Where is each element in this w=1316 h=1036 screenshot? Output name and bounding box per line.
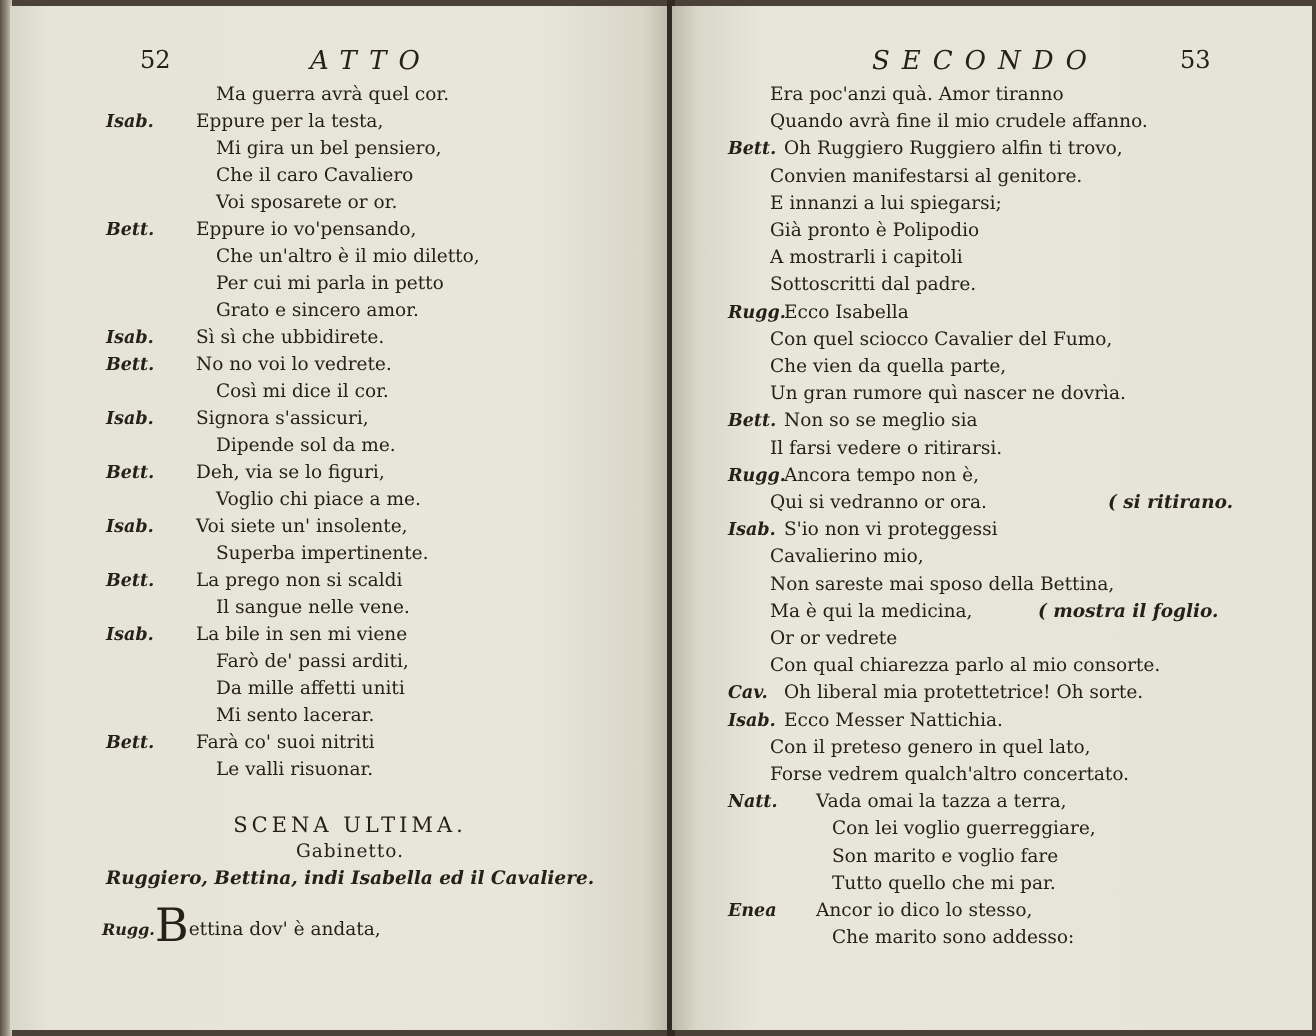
verse-text: Ecco Messer Nattichia.: [784, 709, 1003, 731]
verse-text: Con lei voglio guerreggiare,: [832, 818, 1096, 840]
drop-cap: B: [154, 898, 189, 952]
verse-text: Voglio chi piace a me.: [216, 489, 421, 510]
verse-text: Ancora tempo non è,: [784, 464, 979, 486]
verse-text: Già pronto è Polipodio: [770, 220, 980, 241]
verse-text: Che vien da quella parte,: [770, 356, 1007, 377]
verse-text: Voi sposarete or or.: [216, 192, 398, 213]
verse-text: Non sareste mai sposo della Bettina,: [770, 573, 1115, 595]
verse-text: Ma è qui la medicina,: [770, 600, 973, 622]
stage-direction: ( si ritirano.: [1108, 492, 1234, 513]
verse-text: Quando avrà fine il mio crudele affanno.: [770, 111, 1148, 133]
right-running-header: SECONDO: [872, 46, 1099, 76]
left-page: [10, 6, 670, 1030]
speaker-name: Isab.: [106, 112, 154, 132]
stage-direction: ( mostra il foglio.: [1038, 600, 1219, 622]
verse-text: Superba impertinente.: [216, 543, 429, 564]
verse-text: Convien manifestarsi al genitore.: [770, 165, 1083, 187]
speaker-name: Isab.: [106, 517, 154, 537]
left-page-number: 52: [140, 46, 171, 74]
verse-text: Forse vedrem qualch'altro concertato.: [770, 764, 1130, 785]
verse-text: Le valli risuonar.: [216, 759, 374, 780]
verse-text: Grato e sincero amor.: [216, 300, 419, 321]
verse-text: Son marito e voglio fare: [832, 845, 1059, 867]
verse-text: Non so se meglio sia: [784, 410, 978, 432]
verse-text: Da mille affetti uniti: [216, 678, 405, 699]
left-running-header: ATTO: [310, 46, 432, 76]
verse-text: Signora s'assicuri,: [196, 408, 369, 429]
speaker-name: Enea: [728, 901, 777, 921]
speaker-name: Bett.: [728, 139, 777, 160]
speaker-name: Natt.: [728, 792, 778, 813]
verse-text: Che il caro Cavaliero: [216, 165, 414, 186]
scene-characters: Ruggiero, Bettina, indi Isabella ed il Cavaliere.: [105, 868, 595, 889]
verse-text: Con qual chiarezza parlo al mio consorte.: [770, 655, 1161, 677]
verse-text: Sottoscritti dal padre.: [770, 274, 977, 296]
verse-text: Con quel sciocco Cavalier del Fumo,: [770, 328, 1113, 350]
opening-speaker: Rugg.: [102, 920, 155, 939]
speaker-name: Bett.: [106, 733, 155, 753]
verse-text: Ecco Isabella: [784, 301, 909, 323]
speaker-name: Bett.: [106, 355, 155, 375]
verse-text: Il farsi vedere o ritirarsi.: [770, 437, 1003, 459]
right-page-number: 53: [1180, 46, 1211, 74]
verse-text: La bile in sen mi viene: [196, 624, 408, 645]
right-page: [672, 6, 1312, 1030]
speaker-name: Isab.: [106, 625, 154, 645]
speaker-name: Rugg.: [728, 302, 786, 323]
opening-text: ettina dov' è andata,: [188, 919, 381, 940]
speaker-name: Isab.: [106, 328, 154, 348]
verse-text: Oh liberal mia protettetrice! Oh sorte.: [784, 682, 1144, 704]
verse-text: Così mi dice il cor.: [216, 381, 389, 402]
verse-text: Eppure per la testa,: [196, 111, 384, 132]
verse-text: Qui si vedranno or ora.: [770, 492, 987, 513]
verse-text: Ma guerra avrà quel cor.: [216, 84, 450, 105]
verse-text: Un gran rumore quì nascer ne dovrìa.: [770, 383, 1126, 405]
verse-text: Tutto quello che mi par.: [832, 872, 1056, 894]
verse-text: Il sangue nelle vene.: [216, 597, 410, 618]
speaker-name: Bett.: [106, 571, 155, 591]
verse-text: Oh Ruggiero Ruggiero alfin ti trovo,: [784, 138, 1123, 160]
verse-text: Deh, via se lo figuri,: [196, 462, 385, 483]
scene-place: Gabinetto.: [296, 841, 404, 862]
verse-text: Per cui mi parla in petto: [216, 273, 444, 294]
speaker-name: Rugg.: [728, 465, 786, 486]
verse-text: Dipende sol da me.: [216, 435, 396, 456]
verse-text: A mostrarli i capitoli: [770, 247, 963, 269]
verse-text: Mi gira un bel pensiero,: [216, 138, 442, 159]
scene-title: SCENA ULTIMA.: [233, 813, 467, 837]
verse-text: Con il preteso genero in quel lato,: [770, 736, 1091, 758]
verse-text: Che marito sono addesso:: [832, 927, 1075, 949]
verse-text: La prego non si scaldi: [196, 570, 403, 591]
speaker-name: Bett.: [106, 463, 155, 483]
verse-text: S'io non vi proteggessi: [784, 519, 998, 541]
scene-opening-line: [102, 898, 381, 952]
verse-text: Mi sento lacerar.: [216, 705, 375, 726]
verse-text: Che un'altro è il mio diletto,: [216, 246, 480, 267]
verse-text: Era poc'anzi quà. Amor tiranno: [770, 84, 1064, 105]
verse-text: E innanzi a lui spiegarsi;: [770, 192, 1002, 214]
verse-text: No no voi lo vedrete.: [196, 354, 392, 375]
speaker-name: Bett.: [106, 220, 155, 240]
verse-text: Vada omai la tazza a terra,: [816, 791, 1067, 813]
verse-text: Farò de' passi arditi,: [216, 651, 409, 672]
speaker-name: Bett.: [728, 411, 777, 432]
speaker-name: Isab.: [728, 710, 776, 731]
speaker-name: Isab.: [106, 409, 154, 429]
speaker-name: Cav.: [728, 683, 768, 704]
verse-text: Voi siete un' insolente,: [196, 516, 408, 537]
verse-text: Farà co' suoi nitriti: [196, 732, 375, 753]
verse-text: Or or vedrete: [770, 628, 898, 649]
speaker-name: Isab.: [728, 520, 776, 541]
verse-text: Sì sì che ubbidirete.: [196, 327, 385, 348]
verse-text: Eppure io vo'pensando,: [196, 219, 417, 240]
verse-text: Cavalierino mio,: [770, 546, 924, 568]
verse-text: Ancor io dico lo stesso,: [816, 900, 1033, 921]
